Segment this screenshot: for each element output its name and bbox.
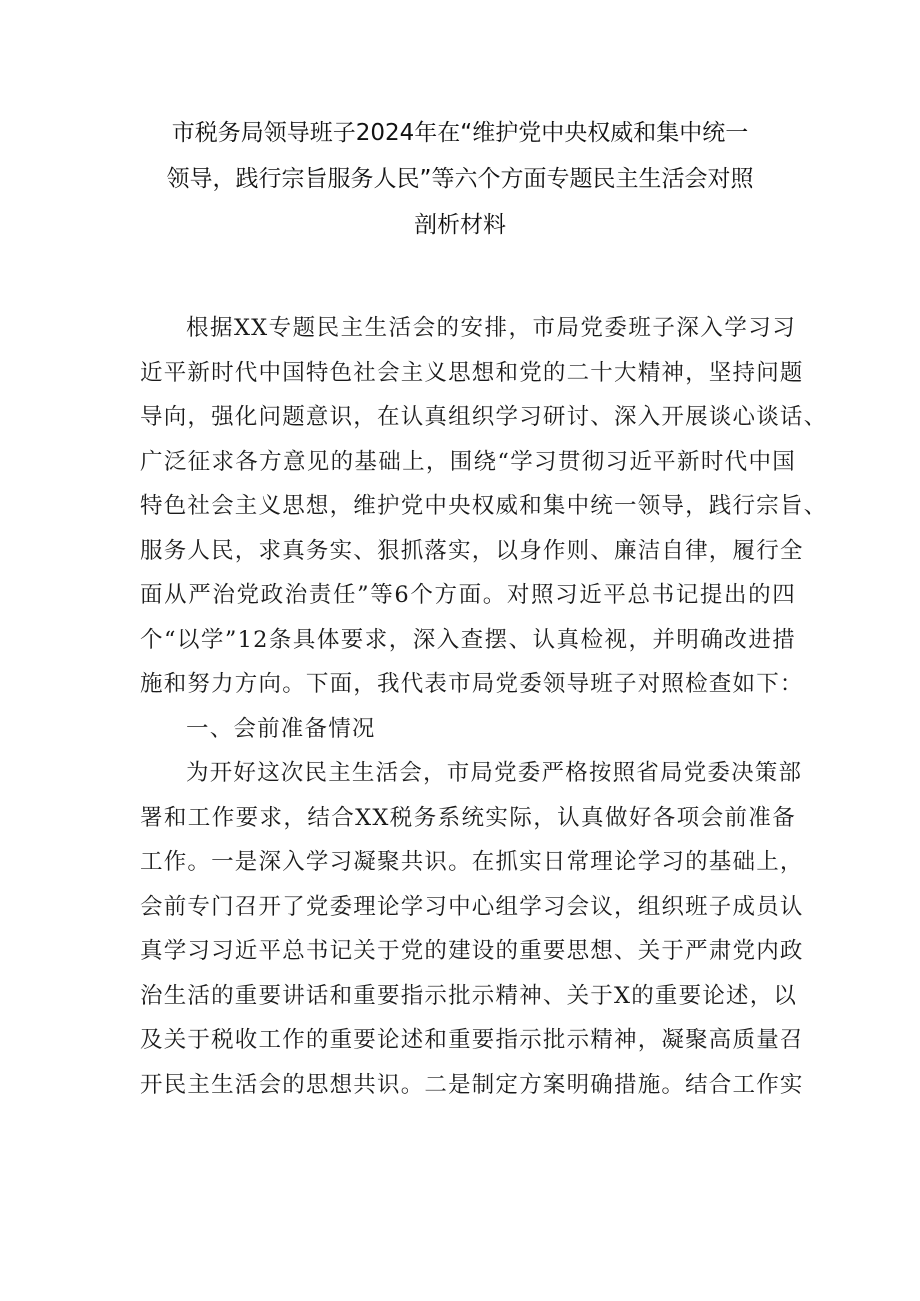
text-line: 署和工作要求，结合XX税务系统实际，认真做好各项会前准备 — [140, 804, 796, 831]
text-line: 开民主生活会的思想共识。二是制定方案明确措施。结合工作实 — [140, 1071, 804, 1098]
text-line: 治生活的重要讲话和重要指示批示精神、关于X的重要论述，以 — [140, 982, 798, 1009]
text-line: 广泛征求各方意见的基础上，围绕“学习贯彻习近平新时代中国 — [140, 448, 796, 475]
text-line: 近平新时代中国特色社会主义思想和党的二十大精神，坚持问题 — [140, 359, 804, 386]
text-line: 服务人民，求真务实、狠抓落实，以身作则、廉洁自律，履行全 — [140, 537, 804, 564]
paragraph-preparation — [140, 751, 804, 1107]
text-line: 施和努力方向。下面，我代表市局党委领导班子对照检查如下： — [140, 671, 804, 697]
text-line: 为开好这次民主生活会，市局党委严格按照省局党委决策部 — [186, 760, 803, 786]
text-line: 面从严治党政治责任”等6个方面。对照习近平总书记提出的四 — [140, 582, 796, 608]
text-line: 导向，强化问题意识，在认真组织学习研讨、深入开展谈心谈话、 — [140, 404, 828, 430]
text-line: 根据XX专题民主生活会的安排，市局党委班子深入学习习 — [186, 315, 796, 341]
section-heading: 一、会前准备情况 — [186, 715, 376, 742]
text-line: 真学习习近平总书记关于党的建设的重要思想、关于严肃党内政 — [140, 938, 804, 964]
title-line: 领导，践行宗旨服务人民”等六个方面专题民主生活会对照 — [166, 166, 754, 192]
text-line: 工作。一是深入学习凝聚共识。在抓实日常理论学习的基础上， — [140, 849, 804, 875]
text-line: 特色社会主义思想，维护党中央权威和集中统一领导，践行宗旨、 — [140, 493, 828, 519]
title-line: 剖析材料 — [414, 212, 506, 238]
text-line: 会前专门召开了党委理论学习中心组学习会议，组织班子成员认 — [140, 893, 804, 920]
text-line: 个“以学”12条具体要求，深入查摆、认真检视，并明确改进措 — [140, 626, 796, 653]
document-body — [140, 306, 828, 1107]
document-title — [150, 110, 770, 248]
text-line: 及关于税收工作的重要论述和重要指示批示精神，凝聚高质量召 — [140, 1027, 804, 1053]
title-line: 市税务局领导班子2024年在“维护党中央权威和集中统一 — [171, 120, 749, 146]
paragraph-intro — [140, 306, 828, 707]
